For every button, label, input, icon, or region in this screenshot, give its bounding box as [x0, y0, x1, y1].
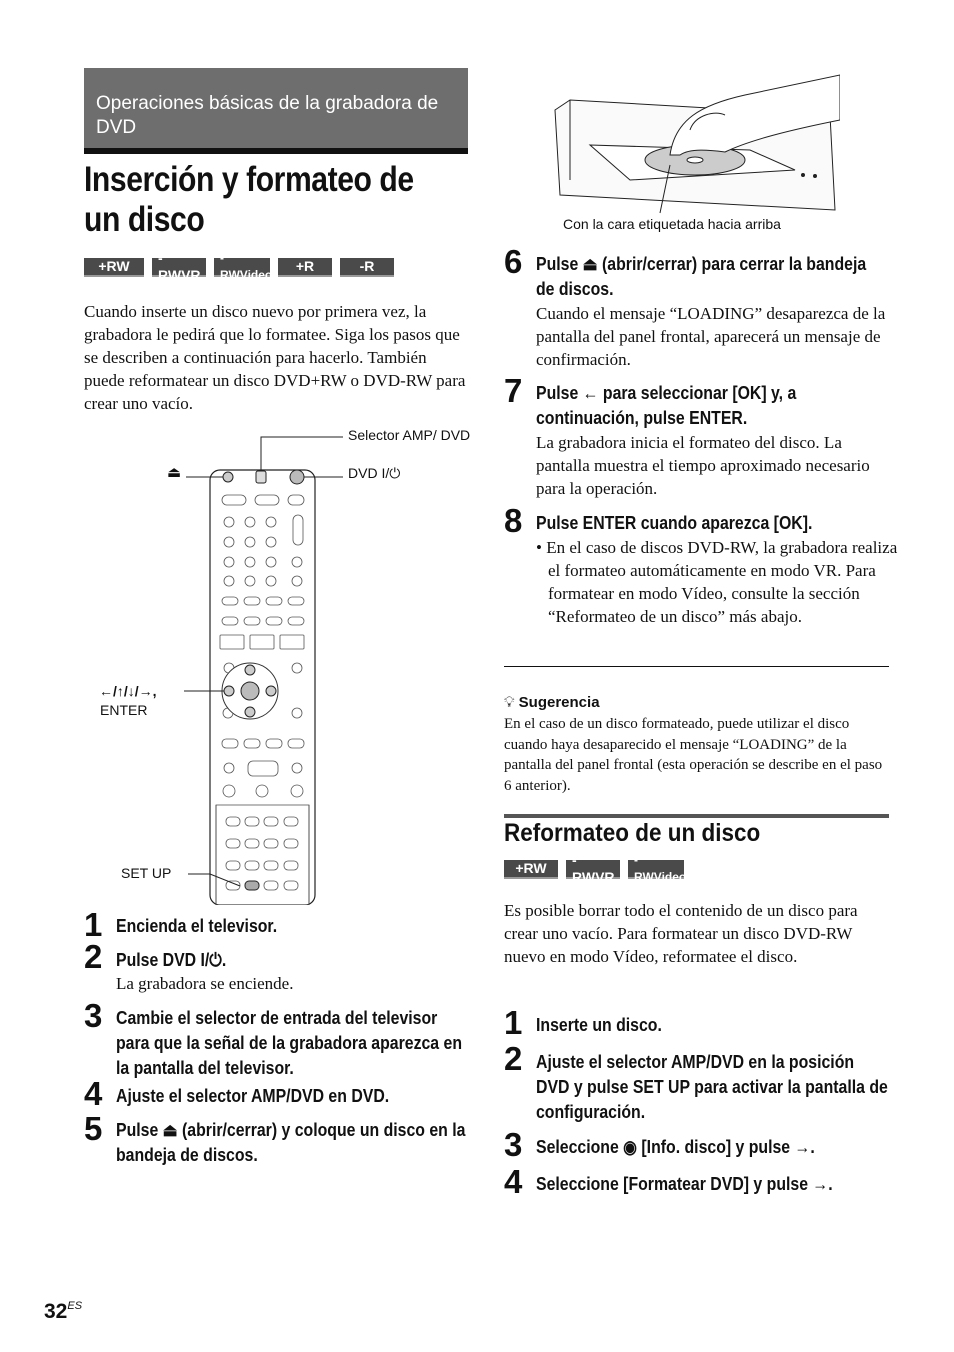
step-number: 1 — [504, 1004, 523, 1041]
badge-minus-rw-vr: -RWVR — [566, 860, 620, 879]
divider — [504, 666, 889, 667]
step-body: Cuando el mensaje “LOADING” desaparezca de la pantalla del panel frontal, aparecerá un mensaje de confirmación. — [536, 304, 886, 369]
label-arrows: ←/↑/↓/→, — [99, 683, 157, 699]
badge-minus-rw-video: -RWVideo — [214, 258, 270, 277]
step-number: 4 — [84, 1075, 103, 1112]
disc-insertion-illustration — [550, 70, 840, 215]
step-heading: Ajuste el selector AMP/DVD en DVD. — [116, 1086, 390, 1106]
intro-paragraph: Cuando inserte un disco nuevo por primera vez, la grabadora le pedirá que lo formatee. Siga los pasos que se describen a continuación para hacerlo. También puede reformatear un disco DVD+RW o DVD-RW para crear uno vacío. — [84, 302, 466, 413]
step-number: 4 — [504, 1163, 523, 1200]
remote-illustration — [90, 425, 460, 905]
step-heading: Encienda el televisor. — [116, 916, 278, 936]
label-selector: Selector AMP/ DVD — [348, 427, 471, 443]
page-number: $32^{ES}$ — [44, 1300, 83, 1323]
step-number: 5 — [84, 1110, 103, 1147]
badge-minus-r: -R — [340, 258, 394, 277]
step-number: 6 — [504, 243, 523, 280]
step-body: La grabadora se enciende. — [116, 974, 294, 993]
header-rule — [84, 148, 468, 154]
label-dvd-power: DVD I/⏻ — [348, 465, 401, 481]
label-enter: ENTER — [100, 702, 148, 718]
section2-intro: Es posible borrar todo el contenido de un disco para crear uno vacío. Para formatear un disco DVD-RW nuevo en modo Vídeo, reformatee el disco. — [504, 901, 858, 966]
step-heading: Ajuste el selector AMP/DVD en la posición DVD y pulse SET UP para activar la pantalla de configuración. — [536, 1052, 888, 1122]
section-header-text: Operaciones básicas de la grabadora de DVD — [96, 93, 439, 138]
step-number: 3 — [84, 997, 103, 1034]
page-suffix: ES — [67, 1300, 83, 1312]
step-number: 3 — [504, 1126, 523, 1163]
badge-plus-rw: +RW — [504, 860, 558, 879]
section-title: Reformateo de un disco — [504, 819, 761, 847]
step-number: 2 — [84, 938, 103, 975]
tip-title: 💡︎ Sugerencia — [504, 694, 600, 711]
step-heading: Seleccione ◉ [Info. disco] y pulse →. — [536, 1137, 815, 1157]
badge-plus-rw: +RW — [84, 258, 144, 277]
step-heading: Seleccione [Formatear DVD] y pulse →. — [536, 1174, 833, 1194]
step-number: 2 — [504, 1040, 523, 1077]
eject-icon: ⏏ — [167, 464, 182, 481]
format-badges — [84, 249, 394, 283]
tip-text: En el caso de un disco formateado, puede utilizar el disco cuando haya desaparecido el mensaje “LOADING” de la pantalla del panel frontal (esta operación se describe en el paso 6 anterior). — [504, 716, 883, 794]
step-heading: Pulse ← para seleccionar [OK] y, a continuación, pulse ENTER. — [536, 383, 797, 428]
disc-caption: Con la cara etiquetada hacia arriba — [563, 216, 781, 232]
step-number: 8 — [504, 502, 523, 539]
step-heading: Pulse ENTER cuando aparezca [OK]. — [536, 513, 813, 533]
step-heading: Cambie el selector de entrada del televisor para que la señal de la grabadora aparezca en la pantalla del televisor. — [116, 1008, 462, 1078]
step-heading: Pulse ⏏ (abrir/cerrar) para cerrar la bandeja de discos. — [536, 254, 867, 299]
page-title: Inserción y formateo de un disco — [84, 160, 414, 239]
step-heading: Pulse DVD I/⏻. — [116, 950, 227, 970]
section-header — [84, 68, 468, 148]
step-body: • En el caso de discos DVD-RW, la grabadora realiza el formateo automáticamente en modo VR. Para formatear en modo Vídeo, consulte la sección “Reformateo de un disco” más abajo. — [536, 538, 898, 626]
badge-minus-rw-vr: -RWVR — [152, 258, 206, 277]
step-number: 1 — [84, 906, 103, 943]
format-badges-2 — [504, 851, 687, 885]
lightbulb-icon: 💡︎ — [504, 694, 519, 711]
step-number: 7 — [504, 372, 523, 409]
step-heading: Pulse ⏏ (abrir/cerrar) y coloque un disco en la bandeja de discos. — [116, 1120, 466, 1165]
label-setup: SET UP — [121, 865, 172, 881]
badge-minus-rw-video: -RWVideo — [628, 860, 684, 879]
step-body: La grabadora inicia el formateo del disco. La pantalla muestra el tiempo aproximado necesario para la operación. — [536, 433, 870, 498]
badge-plus-r: +R — [278, 258, 332, 277]
step-heading: Inserte un disco. — [536, 1015, 662, 1035]
